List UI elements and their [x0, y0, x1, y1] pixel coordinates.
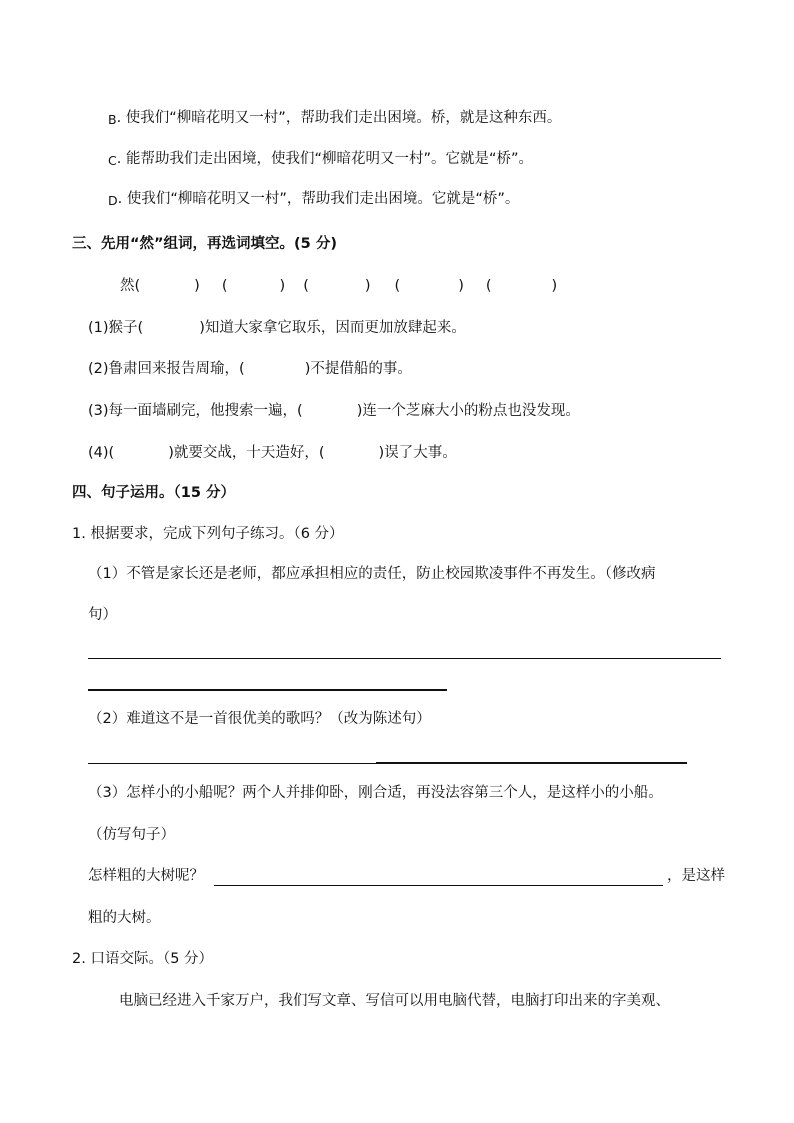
fill-item-2-num: (2): [88, 361, 109, 377]
fill-item-4-after: )误了大事。: [378, 445, 457, 461]
fill-item-4-before: (: [108, 445, 115, 461]
blank-open-5: (: [485, 278, 492, 294]
option-d: [108, 189, 519, 209]
option-d-letter: D: [108, 193, 118, 208]
option-c-letter: C: [108, 153, 117, 168]
blank-open-4: (: [394, 278, 401, 294]
q2-paragraph: 电脑已经进入千家万户，我们写文章、写信可以用电脑代替，电脑打印出来的字美观、: [119, 993, 670, 1009]
blank-close-2: ): [279, 278, 286, 294]
word-char: 然(: [120, 278, 141, 294]
fill-item-2: [88, 359, 412, 379]
q1-sub3-fill-line2: 粗的大树。: [88, 910, 161, 926]
q1-sub3-fill-after: ，是这样: [667, 868, 725, 884]
q1-sub3-line2: （仿写句子）: [88, 827, 175, 843]
option-b-text: . 使我们“柳暗花明又一村”，帮助我们走出困境。桥，就是这种东西。: [116, 110, 562, 126]
option-b-letter: B: [108, 112, 117, 127]
blank-close-5: ): [551, 278, 558, 294]
word-blank-row: [120, 276, 557, 296]
q1-title: 1. 根据要求，完成下列句子练习。（6 分）: [72, 526, 344, 542]
fill-item-1-num: (1): [88, 320, 109, 336]
option-d-text: . 使我们“柳暗花明又一村”，帮助我们走出困境。它就是“桥”。: [117, 191, 520, 207]
answer-line-1[interactable]: [88, 658, 721, 659]
fill-item-1-after: )知道大家拿它取乐，因而更加放肆起来。: [199, 320, 466, 336]
answer-line-3b[interactable]: [376, 762, 687, 764]
fill-item-1: [88, 318, 466, 338]
answer-line-3a[interactable]: [88, 763, 376, 764]
q1-sub2: （2）难道这不是一首很优美的歌吗？（改为陈述句）: [88, 711, 431, 727]
fill-item-3-before: 每一面墙刷完，他搜索一遍，(: [108, 403, 303, 419]
blank-close-3: ): [364, 278, 371, 294]
fill-item-3: [88, 401, 580, 421]
fill-item-4-num: (4): [88, 445, 109, 461]
fill-item-1-before: 猴子(: [108, 320, 144, 336]
fill-item-2-after: )不提借船的事。: [304, 361, 412, 377]
q1-sub1-line1: （1）不管是家长还是老师，都应承担相应的责任，防止校园欺凌事件不再发生。（修改病: [88, 566, 656, 582]
fill-item-4: [88, 443, 457, 463]
fill-item-2-before: 鲁肃回来报告周瑜，(: [108, 361, 245, 377]
blank-open-3: (: [303, 278, 309, 294]
option-c-text: . 能帮助我们走出困境，使我们“柳暗花明又一村”。它就是“桥”。: [116, 151, 533, 167]
option-c: [108, 149, 533, 169]
blank-close-1: ): [194, 278, 200, 294]
q2-title: 2. 口语交际。（5 分）: [72, 951, 214, 967]
fill-item-3-num: (3): [88, 403, 109, 419]
fill-item-4-middle: )就要交战，十天造好，(: [168, 445, 325, 461]
answer-line-2[interactable]: [88, 689, 447, 691]
section4-heading: 四、句子运用。（15 分）: [72, 485, 235, 501]
blank-close-4: ): [458, 278, 464, 294]
answer-line-4[interactable]: [214, 885, 663, 886]
option-b: [108, 108, 561, 128]
q1-sub3-fill-before: 怎样粗的大树呢？: [88, 868, 204, 884]
blank-open-2: (: [221, 278, 228, 294]
q1-sub3-line1: （3）怎样小的小船呢？两个人并排仰卧，刚合适，再没法容第三个人，是这样小的小船。: [88, 785, 663, 801]
fill-item-3-after: )连一个芝麻大小的粉点也没发现。: [356, 403, 580, 419]
q1-sub1-line2: 句）: [88, 607, 117, 623]
section3-heading: 三、先用“然”组词，再选词填空。(5 分): [72, 236, 337, 252]
